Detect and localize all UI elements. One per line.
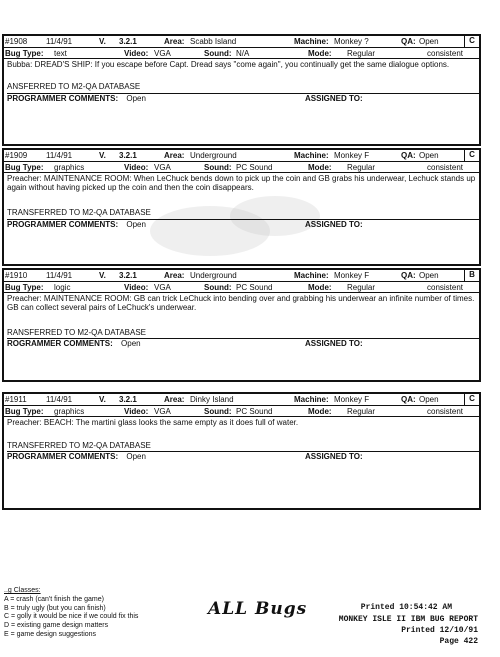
consistency-value: consistent — [427, 49, 464, 58]
bug-header-row — [4, 394, 479, 406]
bugtype-label: Bug Type: — [5, 407, 44, 416]
bug-record — [2, 268, 481, 382]
mode-value: Regular — [347, 407, 376, 416]
sound-value: PC Sound — [236, 283, 273, 292]
bug-record — [2, 34, 481, 146]
sound-label: Sound: — [204, 407, 232, 416]
printed-time: Printed 10:54:42 AM — [360, 603, 452, 612]
consistency-value: consistent — [427, 407, 464, 416]
version-label: V. — [99, 151, 106, 160]
mode-value: Regular — [347, 163, 376, 172]
bugtype-value: logic — [54, 283, 71, 292]
version-value: 3.2.1 — [119, 37, 137, 46]
bugtype-label: Bug Type: — [5, 163, 44, 172]
video-label: Video: — [124, 407, 149, 416]
programmer-comments-label: PROGRAMMER COMMENTS: — [7, 220, 119, 229]
area-label: Area: — [164, 151, 185, 160]
programmer-comments-row — [7, 219, 479, 229]
video-label: Video: — [124, 283, 149, 292]
sound-value: N/A — [236, 49, 250, 58]
qa-label: QA: — [401, 395, 416, 404]
assigned-to-label: ASSIGNED TO: — [305, 452, 363, 461]
video-value: VGA — [154, 407, 171, 416]
qa-value: Open — [419, 271, 439, 280]
bug-date: 11/4/91 — [46, 37, 73, 46]
version-value: 3.2.1 — [119, 151, 137, 160]
transfer-status: ANSFERRED TO M2-QA DATABASE — [7, 82, 141, 91]
bug-date: 11/4/91 — [46, 151, 73, 160]
video-value: VGA — [154, 49, 171, 58]
programmer-comments-label: ROGRAMMER COMMENTS: — [7, 339, 113, 348]
version-label: V. — [99, 37, 106, 46]
bug-description: Preacher: MAINTENANCE ROOM: GB can trick LeChuck into bending over and grabbing his underwear an infinite number of times. GB can collect several pairs of LeChuck's underwear. — [7, 294, 475, 313]
page-number: Page 422 — [439, 637, 478, 646]
area-value: Underground — [190, 151, 237, 160]
bug-date: 11/4/91 — [46, 271, 73, 280]
bug-record — [2, 148, 481, 266]
programmer-comments-value: Open — [126, 452, 146, 461]
mode-label: Mode: — [308, 283, 332, 292]
bug-type-row — [4, 406, 479, 417]
machine-label: Machine: — [294, 395, 329, 404]
bugtype-value: text — [54, 49, 67, 58]
bug-type-row — [4, 162, 479, 173]
bug-description: Preacher: MAINTENANCE ROOM: When LeChuck bends down to pick up the coin and GB grabs his underwear, Lechuck stands up again without having picked up the coin and then the coin disappears. — [7, 174, 476, 193]
qa-value: Open — [419, 37, 439, 46]
sound-label: Sound: — [204, 283, 232, 292]
version-value: 3.2.1 — [119, 271, 137, 280]
machine-value: Monkey ? — [334, 37, 369, 46]
printed-date: Printed 12/10/91 — [401, 626, 478, 635]
severity-code: C — [464, 150, 479, 161]
bugtype-label: Bug Type: — [5, 283, 44, 292]
video-value: VGA — [154, 163, 171, 172]
qa-label: QA: — [401, 271, 416, 280]
severity-code: C — [464, 394, 479, 405]
bugtype-label: Bug Type: — [5, 49, 44, 58]
legend-item: C = golly it would be nice if we could fix this — [4, 613, 139, 621]
sound-label: Sound: — [204, 49, 232, 58]
version-label: V. — [99, 395, 106, 404]
sound-label: Sound: — [204, 163, 232, 172]
bug-record — [2, 392, 481, 510]
legend-item: D = existing game design matters — [4, 622, 109, 629]
consistency-value: consistent — [427, 163, 464, 172]
programmer-comments-row — [7, 93, 479, 103]
transfer-status: TRANSFERRED TO M2-QA DATABASE — [7, 208, 151, 217]
bug-header-row — [4, 36, 479, 48]
area-label: Area: — [164, 37, 185, 46]
handwritten-note: ALL Bugs — [208, 599, 308, 619]
bug-header-row — [4, 270, 479, 282]
video-label: Video: — [124, 49, 149, 58]
bug-class-legend — [4, 587, 138, 640]
legend-item: E = game design suggestions — [4, 630, 97, 638]
machine-value: Monkey F — [334, 395, 370, 404]
version-value: 3.2.1 — [119, 395, 137, 404]
consistency-value: consistent — [427, 283, 464, 292]
programmer-comments-row — [7, 338, 479, 348]
sound-value: PC Sound — [236, 163, 273, 172]
mode-label: Mode: — [308, 407, 332, 416]
bugtype-value: graphics — [54, 407, 85, 416]
severity-code: B — [464, 270, 479, 281]
severity-code: C — [464, 36, 479, 47]
programmer-comments-row — [7, 451, 479, 461]
bugtype-value: graphics — [54, 163, 85, 172]
assigned-to-label: ASSIGNED TO: — [305, 339, 363, 348]
qa-value: Open — [419, 395, 439, 404]
qa-label: QA: — [401, 151, 416, 160]
area-value: Scabb Island — [190, 37, 237, 46]
bug-type-row — [4, 282, 479, 293]
machine-label: Machine: — [294, 151, 329, 160]
assigned-to-label: ASSIGNED TO: — [305, 220, 363, 229]
programmer-comments-value: Open — [126, 94, 146, 103]
machine-label: Machine: — [294, 271, 329, 280]
bug-id: #1910 — [5, 271, 28, 280]
sound-value: PC Sound — [236, 407, 273, 416]
area-value: Dinky Island — [190, 395, 234, 404]
video-value: VGA — [154, 283, 171, 292]
video-label: Video: — [124, 163, 149, 172]
bug-id: #1908 — [5, 37, 28, 46]
programmer-comments-value: Open — [121, 339, 141, 348]
legend-item: B = truly ugly (but you can finish) — [4, 604, 106, 612]
bug-id: #1909 — [5, 151, 28, 160]
legend-item: A = crash (can't finish the game) — [4, 595, 104, 603]
programmer-comments-label: PROGRAMMER COMMENTS: — [7, 94, 119, 103]
machine-label: Machine: — [294, 37, 329, 46]
transfer-status: TRANSFERRED TO M2-QA DATABASE — [7, 441, 151, 450]
bug-date: 11/4/91 — [46, 395, 73, 404]
mode-value: Regular — [347, 49, 376, 58]
machine-value: Monkey F — [334, 271, 370, 280]
mode-label: Mode: — [308, 49, 332, 58]
bug-header-row — [4, 150, 479, 162]
transfer-status: RANSFERRED TO M2-QA DATABASE — [7, 328, 146, 337]
bug-description: Bubba: DREAD'S SHIP: If you escape before Capt. Dread says "come again", you continually get the same dialogue options. — [7, 60, 450, 69]
bug-description: Preacher: BEACH: The martini glass looks the same empty as it does full of water. — [7, 418, 299, 427]
mode-label: Mode: — [308, 163, 332, 172]
assigned-to-label: ASSIGNED TO: — [305, 94, 363, 103]
programmer-comments-label: PROGRAMMER COMMENTS: — [7, 452, 119, 461]
mode-value: Regular — [347, 283, 376, 292]
area-value: Underground — [190, 271, 237, 280]
bug-id: #1911 — [5, 395, 27, 404]
programmer-comments-value: Open — [126, 220, 146, 229]
legend-title: ..g Classes: — [4, 587, 41, 594]
area-label: Area: — [164, 271, 185, 280]
report-title: MONKEY ISLE II IBM BUG REPORT — [338, 615, 478, 624]
bug-type-row — [4, 48, 479, 59]
version-label: V. — [99, 271, 106, 280]
qa-label: QA: — [401, 37, 416, 46]
machine-value: Monkey F — [334, 151, 370, 160]
qa-value: Open — [419, 151, 439, 160]
area-label: Area: — [164, 395, 185, 404]
